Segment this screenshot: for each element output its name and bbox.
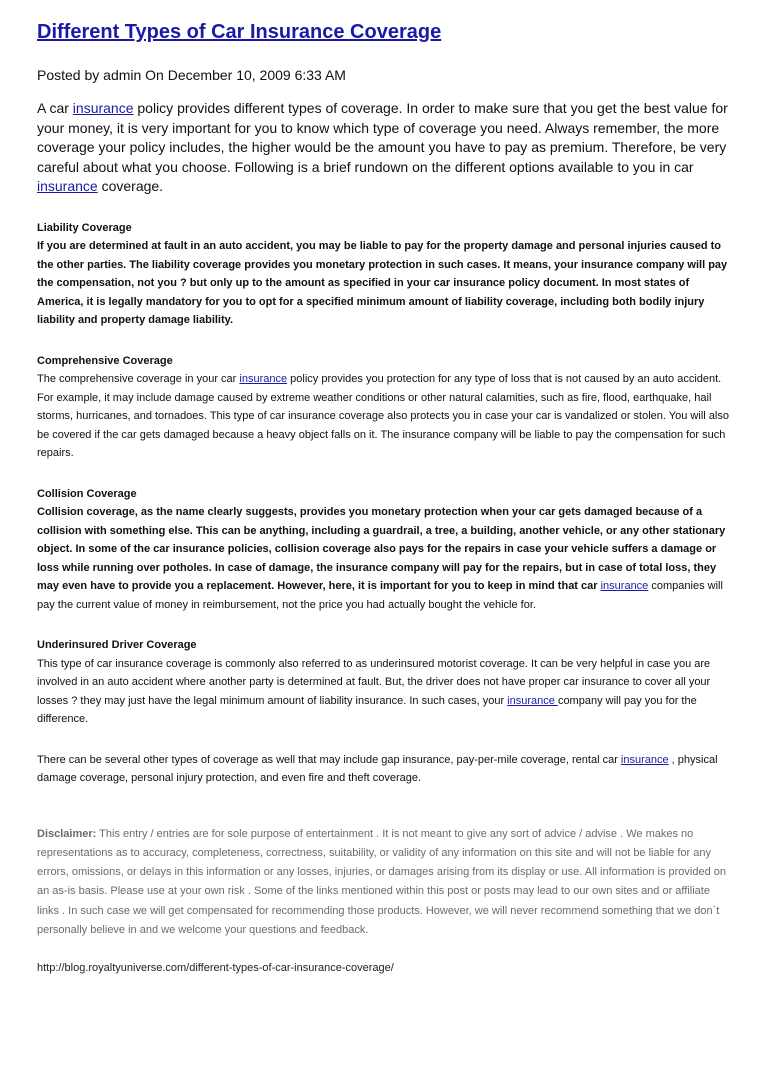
section-body: This type of car insurance coverage is commonly also referred to as underinsured motorist coverage. It can be very helpful in case you are involved in an auto accident where another party is determined at fault. But, the driver does not have proper car insurance to cover all your losses ? they may just have the legal minimum amount of liability insurance. In such cases, your insurance company will pay you for the difference. [37, 657, 711, 725]
article-title-link[interactable]: Different Types of Car Insurance Coverage [37, 21, 442, 43]
liability-section [37, 219, 732, 330]
source-url: http://blog.royaltyuniverse.com/different-types-of-car-insurance-coverage/ [37, 962, 394, 975]
closing-paragraph: There can be several other types of coverage as well that may include gap insurance, pay-per-mile coverage, rental car insurance , physical damage coverage, personal injury protection, and even fire and theft coverage. [37, 753, 718, 784]
section-body: Collision coverage, as the name clearly suggests, provides you monetary protection when your car gets damaged because of a collision with something else. This can be anything, including a guardrail, a tree, a building, another vehicle, or any other stationary object. In some of the car insurance policies, collision coverage also pays for the repairs in case your vehicle suffers a damage or loss while running over potholes. In case of damage, the insurance company will pay for the repairs, but in case of total loss, they may even have to provide you a replacement. However, here, it is important for you to keep in mind that car insurance companies will pay the current value of money in reimbursement, not the price you had actually bought the vehicle for. [37, 506, 726, 611]
collision-section [37, 485, 732, 615]
insurance-link[interactable]: insurance [600, 580, 649, 592]
insurance-link[interactable]: insurance [72, 100, 134, 116]
intro-paragraph: A car insurance policy provides different types of coverage. In order to make sure that you get the best value for your money, it is very important for you to know which type of coverage you need. Always remember, the more coverage your policy includes, the higher would be the amount you have to pay as premium. Therefore, be very careful about what you choose. Following is a brief rundown on the different options available to you in car insurance coverage. [37, 100, 728, 194]
comprehensive-section [37, 352, 732, 463]
insurance-link[interactable]: insurance [620, 753, 669, 766]
disclaimer: Disclaimer: This entry / entries are for sole purpose of entertainment . It is not meant to give any sort of advice / advise . We makes no representations as to accuracy, completeness, correctness, suitability, or validity of any information on this site and will not be liable for any errors, omissions, or delays in this information or any losses, injuries, or damages arising from its display or use. All information is provided on an as-is basis. Please use at your own risk . Some of the links mentioned within this post or posts may lead to our own sites and or affiliate links . In such case we will get compensated for recommending those products. However, we will never recommend something that we don`t personally believe in and we welcome your questions and feedback. [37, 827, 727, 936]
section-heading: Liability Coverage [37, 221, 132, 234]
insurance-link[interactable]: insurance [239, 373, 288, 385]
section-heading: Comprehensive Coverage [37, 354, 173, 367]
section-heading: Collision Coverage [37, 487, 137, 500]
article-title [37, 20, 732, 44]
insurance-link[interactable]: insurance [507, 694, 558, 707]
underinsured-section [37, 636, 732, 729]
section-body: If you are determined at fault in an auto accident, you may be liable to pay for the property damage and personal injuries caused to the other parties. The liability coverage provides you monetary protection in such cases. It means, your insurance company will pay the compensation, not you ? but only up to the amount as specified in your car insurance policy document. In most states of America, it is legally mandatory for you to opt for a specified minimum amount of liability coverage, including both bodily injury liability and property damage liability. [37, 240, 728, 326]
post-meta: Posted by admin On December 10, 2009 6:33 AM [37, 67, 346, 83]
insurance-link[interactable]: insurance [37, 178, 98, 194]
disclaimer-label: Disclaimer: [37, 827, 97, 840]
section-body: The comprehensive coverage in your car insurance policy provides you protection for any type of loss that is not caused by an auto accident. For example, it may include damage caused by extreme weather conditions or other natural calamities, such as fire, flood, earthquake, hail storms, hurricanes, and tornadoes. This type of car insurance coverage also protects you in case your car is vandalized or stolen. You will also be covered if the car gets damaged because a heavy object falls on it. The insurance company will be liable to pay the compensation for such repairs. [37, 373, 729, 459]
section-heading: Underinsured Driver Coverage [37, 639, 197, 651]
